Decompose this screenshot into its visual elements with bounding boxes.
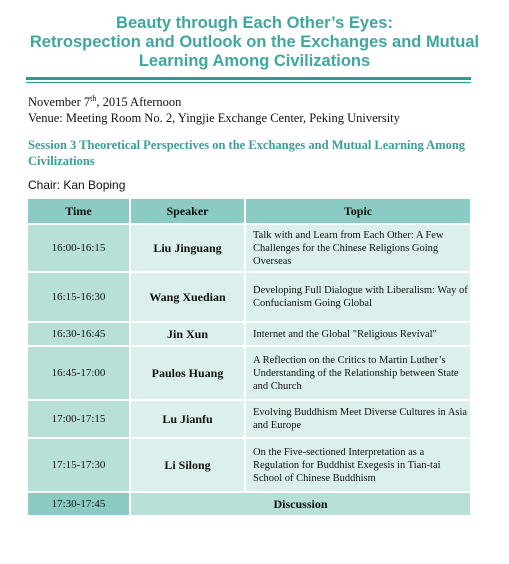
row-time: 17:00-17:15 [28, 401, 129, 437]
row-speaker: Jin Xun [131, 323, 244, 345]
title-line-3: Learning Among Civilizations [138, 52, 371, 70]
table-row [28, 225, 470, 271]
row-topic: A Reflection on the Critics to Martin Luther’s Understanding of the Relationship between State and Church [246, 347, 470, 399]
row-time: 17:30-17:45 [28, 493, 129, 515]
table-row [28, 401, 470, 437]
table-row [28, 273, 470, 321]
date-time-of-day: , 2015 Afternoon [96, 95, 182, 109]
row-speaker: Li Silong [131, 439, 244, 491]
table-row [28, 347, 470, 399]
title-line-1: Beauty through Each Other’s Eyes: [116, 14, 393, 32]
discussion-label: Discussion [131, 493, 470, 515]
session-title: Session 3 Theoretical Perspectives on the Exchanges and Mutual Learning Among Civilizations [28, 138, 466, 168]
row-topic: On the Five-sectioned Interpretation as a Regulation for Buddhist Exegesis in Tian-tai School of Chinese Buddhism [246, 439, 470, 491]
row-speaker: Liu Jinguang [131, 225, 244, 271]
row-speaker: Wang Xuedian [131, 273, 244, 321]
date-ordinal: th [90, 93, 97, 103]
table-row-discussion [28, 493, 470, 515]
row-topic: Internet and the Global "Religious Revival" [246, 323, 470, 345]
title-divider-thick [26, 77, 471, 80]
column-header-speaker: Speaker [131, 199, 244, 223]
row-speaker: Lu Jianfu [131, 401, 244, 437]
row-topic: Developing Full Dialogue with Liberalism: Way of Confucianism Going Global [246, 273, 470, 321]
schedule-header-row [28, 199, 470, 223]
row-time: 16:15-16:30 [28, 273, 129, 321]
row-topic: Talk with and Learn from Each Other: A Few Challenges for the Chinese Religions Going Overseas [246, 225, 470, 271]
table-row [28, 439, 470, 491]
title-divider-thin [26, 82, 471, 83]
schedule-table [26, 197, 472, 517]
event-date [28, 94, 488, 110]
row-time: 16:45-17:00 [28, 347, 129, 399]
column-header-topic: Topic [246, 199, 470, 223]
event-venue: Venue: Meeting Room No. 2, Yingjie Exchange Center, Peking University [28, 111, 400, 125]
row-topic: Evolving Buddhism Meet Diverse Cultures in Asia and Europe [246, 401, 470, 437]
title-line-2: Retrospection and Outlook on the Exchanges and Mutual [29, 33, 480, 51]
session-chair: Chair: Kan Boping [28, 178, 126, 192]
column-header-time: Time [28, 199, 129, 223]
table-row [28, 323, 470, 345]
row-time: 16:00-16:15 [28, 225, 129, 271]
row-time: 17:15-17:30 [28, 439, 129, 491]
document-title [0, 14, 509, 71]
date-text: November 7 [28, 95, 91, 109]
row-speaker: Paulos Huang [131, 347, 244, 399]
row-time: 16:30-16:45 [28, 323, 129, 345]
